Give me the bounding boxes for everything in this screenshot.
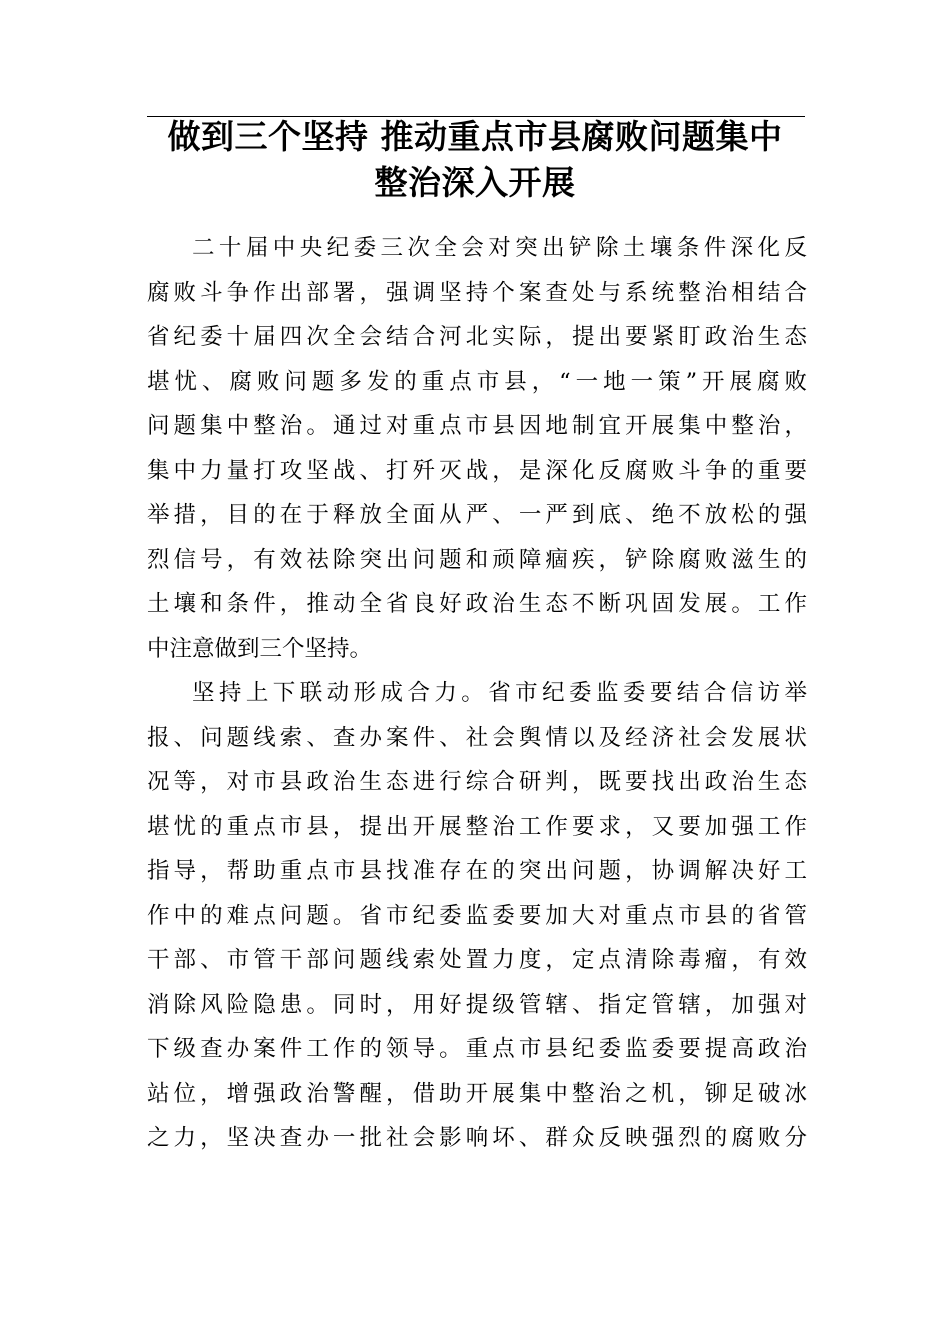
title-line: 做到三个坚持 推动重点市县腐败问题集中 [167, 117, 783, 156]
paragraph-2 [147, 671, 807, 1161]
text-line: 指导，帮助重点市县找准存在的突出问题，协调解决好工 [147, 858, 807, 884]
text-line: 问题集中整治。通过对重点市县因地制宜开展集中整治， [147, 413, 807, 439]
paragraph-1 [147, 226, 807, 671]
text-line: 况等，对市县政治生态进行综合研判，既要找出政治生态 [147, 769, 807, 795]
text-line: 举措，目的在于释放全面从严、一严到底、绝不放松的强 [147, 502, 807, 528]
text-line: 土壤和条件，推动全省良好政治生态不断巩固发展。工作 [147, 591, 807, 617]
text-line: 下级查办案件工作的领导。重点市县纪委监委要提高政治 [147, 1036, 807, 1062]
text-line: 消除风险隐患。同时，用好提级管辖、指定管辖，加强对 [147, 991, 807, 1018]
document-title [130, 114, 820, 206]
text-line: 中注意做到三个坚持。 [147, 635, 373, 662]
text-line: 二十届中央纪委三次全会对突出铲除土壤条件深化反 [192, 235, 807, 261]
text-line: 集中力量打攻坚战、打歼灭战，是深化反腐败斗争的重要 [147, 457, 807, 484]
text-line: 报、问题线索、查办案件、社会舆情以及经济社会发展状 [147, 724, 807, 751]
text-line: 干部、市管干部问题线索处置力度，定点清除毒瘤，有效 [147, 947, 807, 973]
text-line: 堪忧的重点市县，提出开展整治工作要求，又要加强工作 [147, 813, 807, 840]
text-line: 站位，增强政治警醒，借助开展集中整治之机，铆足破冰 [147, 1080, 807, 1107]
text-line: 之力，坚决查办一批社会影响坏、群众反映强烈的腐败分 [147, 1125, 807, 1151]
text-line: 烈信号，有效祛除突出问题和顽障痼疾，铲除腐败滋生的 [147, 546, 807, 573]
title-line: 整治深入开展 [374, 163, 576, 202]
text-line: 省纪委十届四次全会结合河北实际，提出要紧盯政治生态 [147, 324, 807, 350]
text-line: 堪忧、腐败问题多发的重点市县，“一地一策”开展腐败 [147, 368, 807, 395]
text-line: 坚持上下联动形成合力。省市纪委监委要结合信访举 [192, 680, 807, 706]
text-line: 作中的难点问题。省市纪委监委要加大对重点市县的省管 [147, 902, 807, 929]
document-body [147, 226, 807, 1161]
text-line: 腐败斗争作出部署，强调坚持个案查处与系统整治相结合 [147, 279, 807, 306]
